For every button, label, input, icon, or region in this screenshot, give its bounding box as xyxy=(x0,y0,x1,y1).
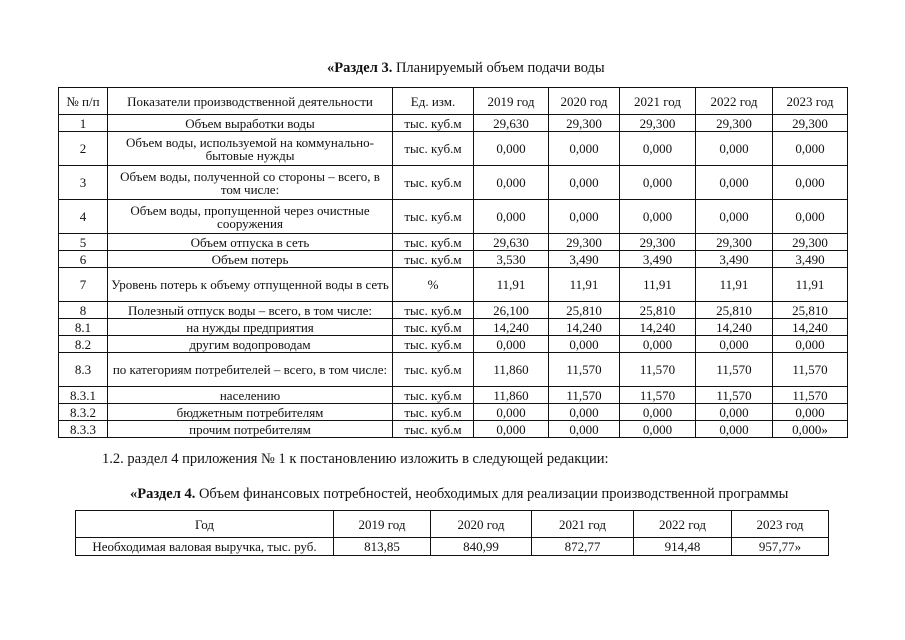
value-cell: 25,810 xyxy=(620,302,696,319)
table-row xyxy=(59,421,848,438)
value-cell: 11,91 xyxy=(620,268,696,302)
value-cell: 29,300 xyxy=(773,234,848,251)
value-cell: 29,630 xyxy=(474,234,549,251)
row-number-cell: 8.3.1 xyxy=(59,387,108,404)
indicator-name-cell: Объем воды, пропущенной через очистные сооружения xyxy=(108,200,393,234)
value-cell: 0,000 xyxy=(773,132,848,166)
value-cell: 14,240 xyxy=(474,319,549,336)
table-row xyxy=(59,336,848,353)
value-cell: 0,000 xyxy=(620,200,696,234)
value-cell: 3,490 xyxy=(773,251,848,268)
table-row xyxy=(59,387,848,404)
table-row xyxy=(59,251,848,268)
value-cell: 0,000 xyxy=(474,404,549,421)
unit-cell: тыс. куб.м xyxy=(393,115,474,132)
value-cell: 29,300 xyxy=(549,234,620,251)
unit-cell: тыс. куб.м xyxy=(393,302,474,319)
indicator-name-cell: Объем потерь xyxy=(108,251,393,268)
value-cell: 0,000 xyxy=(474,200,549,234)
value-cell: 3,490 xyxy=(620,251,696,268)
column-header: 2023 год xyxy=(773,88,848,115)
value-cell: 14,240 xyxy=(773,319,848,336)
column-header: № п/п xyxy=(59,88,108,115)
value-cell: 29,300 xyxy=(549,115,620,132)
value-cell: 29,300 xyxy=(773,115,848,132)
column-header: Показатели производственной деятельности xyxy=(108,88,393,115)
value-cell: 3,530 xyxy=(474,251,549,268)
value-cell: 25,810 xyxy=(773,302,848,319)
value-cell: 0,000 xyxy=(549,421,620,438)
value-cell: 11,91 xyxy=(773,268,848,302)
table-row xyxy=(59,268,848,302)
section4-title-text: Объем финансовых потребностей, необходимых для реализации производственной программы xyxy=(195,486,789,502)
table-row xyxy=(59,353,848,387)
indicator-name-cell: Уровень потерь к объему отпущенной воды в сеть xyxy=(108,268,393,302)
indicator-name-cell: прочим потребителям xyxy=(108,421,393,438)
value-cell: 0,000 xyxy=(549,132,620,166)
column-header: 2020 год xyxy=(431,511,532,538)
column-header: 2022 год xyxy=(696,88,773,115)
value-cell: 0,000 xyxy=(620,421,696,438)
row-number-cell: 8.1 xyxy=(59,319,108,336)
column-header: 2023 год xyxy=(732,511,829,538)
value-cell: 11,570 xyxy=(773,353,848,387)
column-header: 2022 год xyxy=(634,511,732,538)
value-cell: 29,300 xyxy=(620,234,696,251)
row-number-cell: 6 xyxy=(59,251,108,268)
value-cell: 0,000 xyxy=(696,200,773,234)
unit-cell: тыс. куб.м xyxy=(393,251,474,268)
value-cell: 11,570 xyxy=(549,353,620,387)
unit-cell: % xyxy=(393,268,474,302)
table-header-row xyxy=(59,88,848,115)
row-number-cell: 5 xyxy=(59,234,108,251)
value-cell: 0,000 xyxy=(549,404,620,421)
column-header: 2020 год xyxy=(549,88,620,115)
value-cell: 11,570 xyxy=(696,387,773,404)
row-number-cell: 4 xyxy=(59,200,108,234)
value-cell: 0,000 xyxy=(549,336,620,353)
table-row xyxy=(59,200,848,234)
value-cell: 11,570 xyxy=(773,387,848,404)
value-cell: 0,000 xyxy=(773,404,848,421)
indicator-name-cell: Полезный отпуск воды – всего, в том числе: xyxy=(108,302,393,319)
unit-cell: тыс. куб.м xyxy=(393,387,474,404)
indicator-name-cell: Объем отпуска в сеть xyxy=(108,234,393,251)
value-cell: 0,000 xyxy=(474,132,549,166)
unit-cell: тыс. куб.м xyxy=(393,421,474,438)
unit-cell: тыс. куб.м xyxy=(393,404,474,421)
row-number-cell: 8.3 xyxy=(59,353,108,387)
table-row xyxy=(59,234,848,251)
value-cell: 11,91 xyxy=(474,268,549,302)
column-header: 2021 год xyxy=(620,88,696,115)
value-cell: 0,000 xyxy=(696,336,773,353)
water-supply-table xyxy=(58,87,848,438)
value-cell: 25,810 xyxy=(549,302,620,319)
row-number-cell: 8 xyxy=(59,302,108,319)
value-cell: 26,100 xyxy=(474,302,549,319)
value-cell: 0,000 xyxy=(620,166,696,200)
column-header: 2019 год xyxy=(334,511,431,538)
table-row xyxy=(59,166,848,200)
value-cell: 0,000 xyxy=(773,336,848,353)
value-cell: 0,000 xyxy=(773,200,848,234)
table-row xyxy=(59,319,848,336)
row-number-cell: 8.2 xyxy=(59,336,108,353)
table-header-row xyxy=(76,511,829,538)
indicator-name-cell: по категориям потребителей – всего, в том числе: xyxy=(108,353,393,387)
section4-title-bold: «Раздел 4. xyxy=(130,486,196,502)
unit-cell: тыс. куб.м xyxy=(393,166,474,200)
value-cell: 25,810 xyxy=(696,302,773,319)
row-number-cell: 8.3.3 xyxy=(59,421,108,438)
value-cell: 872,77 xyxy=(532,538,634,556)
row-number-cell: 8.3.2 xyxy=(59,404,108,421)
section3-title-text: Планируемый объем подачи воды xyxy=(392,60,605,76)
value-cell: 11,570 xyxy=(696,353,773,387)
value-cell: 0,000 xyxy=(549,166,620,200)
value-cell: 29,300 xyxy=(696,234,773,251)
section3-title-bold: «Раздел 3. xyxy=(327,60,393,76)
value-cell: 14,240 xyxy=(549,319,620,336)
value-cell: 11,570 xyxy=(620,353,696,387)
value-cell: 29,300 xyxy=(620,115,696,132)
value-cell: 0,000» xyxy=(773,421,848,438)
value-cell: 914,48 xyxy=(634,538,732,556)
indicator-name-cell: Объем воды, используемой на коммунально-бытовые нужды xyxy=(108,132,393,166)
indicator-name-cell: Объем воды, полученной со стороны – всего, в том числе: xyxy=(108,166,393,200)
value-cell: 11,570 xyxy=(549,387,620,404)
table-row xyxy=(59,115,848,132)
section3-title xyxy=(327,60,605,77)
value-cell: 0,000 xyxy=(696,166,773,200)
value-cell: 813,85 xyxy=(334,538,431,556)
table-row xyxy=(59,132,848,166)
column-header: Год xyxy=(76,511,334,538)
indicator-name-cell: бюджетным потребителям xyxy=(108,404,393,421)
financial-needs-table xyxy=(75,510,829,556)
section4-title xyxy=(130,486,788,503)
indicator-name-cell: Объем выработки воды xyxy=(108,115,393,132)
unit-cell: тыс. куб.м xyxy=(393,200,474,234)
value-cell: 0,000 xyxy=(696,421,773,438)
value-cell: 0,000 xyxy=(549,200,620,234)
value-cell: 0,000 xyxy=(474,166,549,200)
value-cell: 11,860 xyxy=(474,387,549,404)
unit-cell: тыс. куб.м xyxy=(393,319,474,336)
unit-cell: тыс. куб.м xyxy=(393,353,474,387)
row-number-cell: 1 xyxy=(59,115,108,132)
value-cell: 11,91 xyxy=(696,268,773,302)
column-header: Ед. изм. xyxy=(393,88,474,115)
indicator-name-cell: другим водопроводам xyxy=(108,336,393,353)
value-cell: 29,300 xyxy=(696,115,773,132)
value-cell: 0,000 xyxy=(620,336,696,353)
paragraph-text: 1.2. раздел 4 приложения № 1 к постановлению изложить в следующей редакции: xyxy=(102,451,609,467)
value-cell: 0,000 xyxy=(620,404,696,421)
row-number-cell: 3 xyxy=(59,166,108,200)
column-header: 2021 год xyxy=(532,511,634,538)
value-cell: 11,860 xyxy=(474,353,549,387)
table-row xyxy=(76,538,829,556)
value-cell: 0,000 xyxy=(773,166,848,200)
row-label-cell: Необходимая валовая выручка, тыс. руб. xyxy=(76,538,334,556)
value-cell: 840,99 xyxy=(431,538,532,556)
indicator-name-cell: населению xyxy=(108,387,393,404)
value-cell: 11,91 xyxy=(549,268,620,302)
column-header: 2019 год xyxy=(474,88,549,115)
table-row xyxy=(59,302,848,319)
indicator-name-cell: на нужды предприятия xyxy=(108,319,393,336)
value-cell: 0,000 xyxy=(696,404,773,421)
value-cell: 0,000 xyxy=(474,421,549,438)
value-cell: 14,240 xyxy=(696,319,773,336)
unit-cell: тыс. куб.м xyxy=(393,336,474,353)
row-number-cell: 2 xyxy=(59,132,108,166)
value-cell: 3,490 xyxy=(549,251,620,268)
value-cell: 29,630 xyxy=(474,115,549,132)
value-cell: 14,240 xyxy=(620,319,696,336)
value-cell: 0,000 xyxy=(474,336,549,353)
value-cell: 957,77» xyxy=(732,538,829,556)
row-number-cell: 7 xyxy=(59,268,108,302)
unit-cell: тыс. куб.м xyxy=(393,132,474,166)
unit-cell: тыс. куб.м xyxy=(393,234,474,251)
value-cell: 0,000 xyxy=(620,132,696,166)
table-row xyxy=(59,404,848,421)
value-cell: 0,000 xyxy=(696,132,773,166)
value-cell: 3,490 xyxy=(696,251,773,268)
value-cell: 11,570 xyxy=(620,387,696,404)
